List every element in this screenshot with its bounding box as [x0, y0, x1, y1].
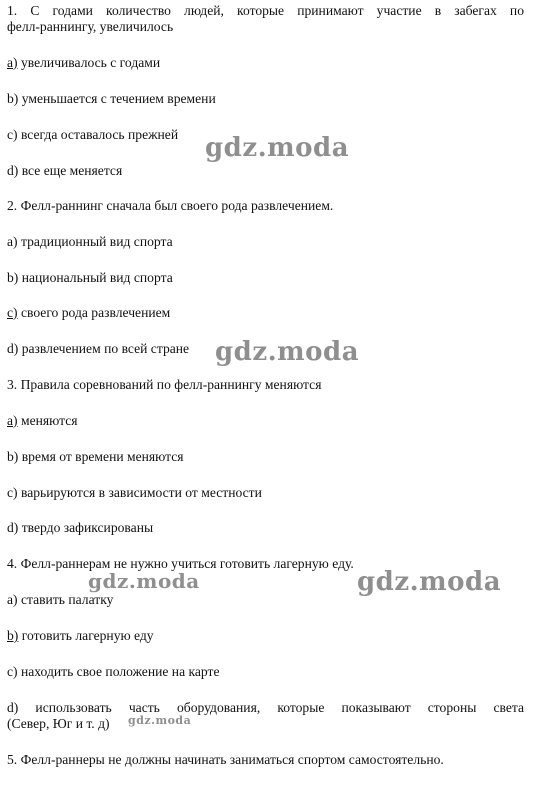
question-4-number: 4.	[7, 556, 18, 571]
answer-4d-line-1: d) использовать часть оборудования, которые показывают стороны света	[7, 700, 524, 715]
question-3	[7, 377, 524, 393]
answer-marker: a)	[7, 413, 18, 428]
answer-text: меняются	[17, 413, 78, 428]
answer-2a: a) традиционный вид спорта	[7, 234, 173, 249]
question-3-number: 3.	[7, 377, 18, 392]
answer-3b: b) время от времени меняются	[7, 449, 184, 464]
answer-3d: d) твердо зафиксированы	[7, 520, 154, 535]
answer-marker: c)	[7, 305, 18, 320]
answer-text: готовить лагерную еду	[18, 628, 154, 643]
answer-marker: a)	[7, 55, 18, 70]
watermark: gdz.moda	[215, 337, 360, 367]
question-1-number: 1.	[7, 3, 18, 18]
question-2-number: 2.	[7, 198, 18, 213]
answer-1c: c) всегда оставалось прежней	[7, 127, 179, 142]
question-2-text: Фелл-раннинг сначала был своего рода развлечением.	[20, 198, 334, 213]
question-2	[7, 198, 524, 214]
watermark: gdz.moda	[357, 567, 502, 597]
question-1-line-2: фелл-раннингу, увеличилось	[7, 19, 174, 34]
answer-3c: c) варьируются в зависимости от местности	[7, 485, 262, 500]
question-3-text: Правила соревнований по фелл-раннингу меняются	[20, 377, 322, 392]
answer-4b	[7, 628, 524, 644]
answer-text: увеличивалось с годами	[17, 55, 161, 70]
watermark: gdz.moda	[88, 569, 200, 593]
answer-1b: b) уменьшается с течением времени	[7, 91, 216, 106]
answer-1a	[7, 55, 524, 71]
watermark: gdz.moda	[205, 133, 350, 163]
question-5-text: Фелл-раннеры не должны начинать заниматься спортом самостоятельно.	[20, 752, 444, 767]
answer-4d-line-2: (Север, Юг и т. д)	[7, 716, 110, 731]
answer-2c	[7, 305, 524, 321]
watermark: gdz.moda	[128, 714, 192, 727]
answer-3a	[7, 413, 524, 429]
answer-2b: b) национальный вид спорта	[7, 270, 173, 285]
answer-2d: d) развлечением по всей стране	[7, 341, 190, 356]
question-1-line-1	[7, 3, 524, 19]
answer-text: своего рода развлечением	[17, 305, 171, 320]
answer-4a: a) ставить палатку	[7, 592, 114, 607]
question-1-text: С годами количество людей, которые принимают участие в забегах по	[30, 3, 524, 18]
answer-4c: c) находить свое положение на карте	[7, 664, 220, 679]
question-5	[7, 752, 524, 768]
question-4-text: Фелл-раннерам не нужно учиться готовить лагерную еду.	[20, 556, 354, 571]
question-5-number: 5.	[7, 752, 18, 767]
answer-marker: b)	[7, 628, 19, 643]
answer-1d: d) все еще меняется	[7, 163, 123, 178]
